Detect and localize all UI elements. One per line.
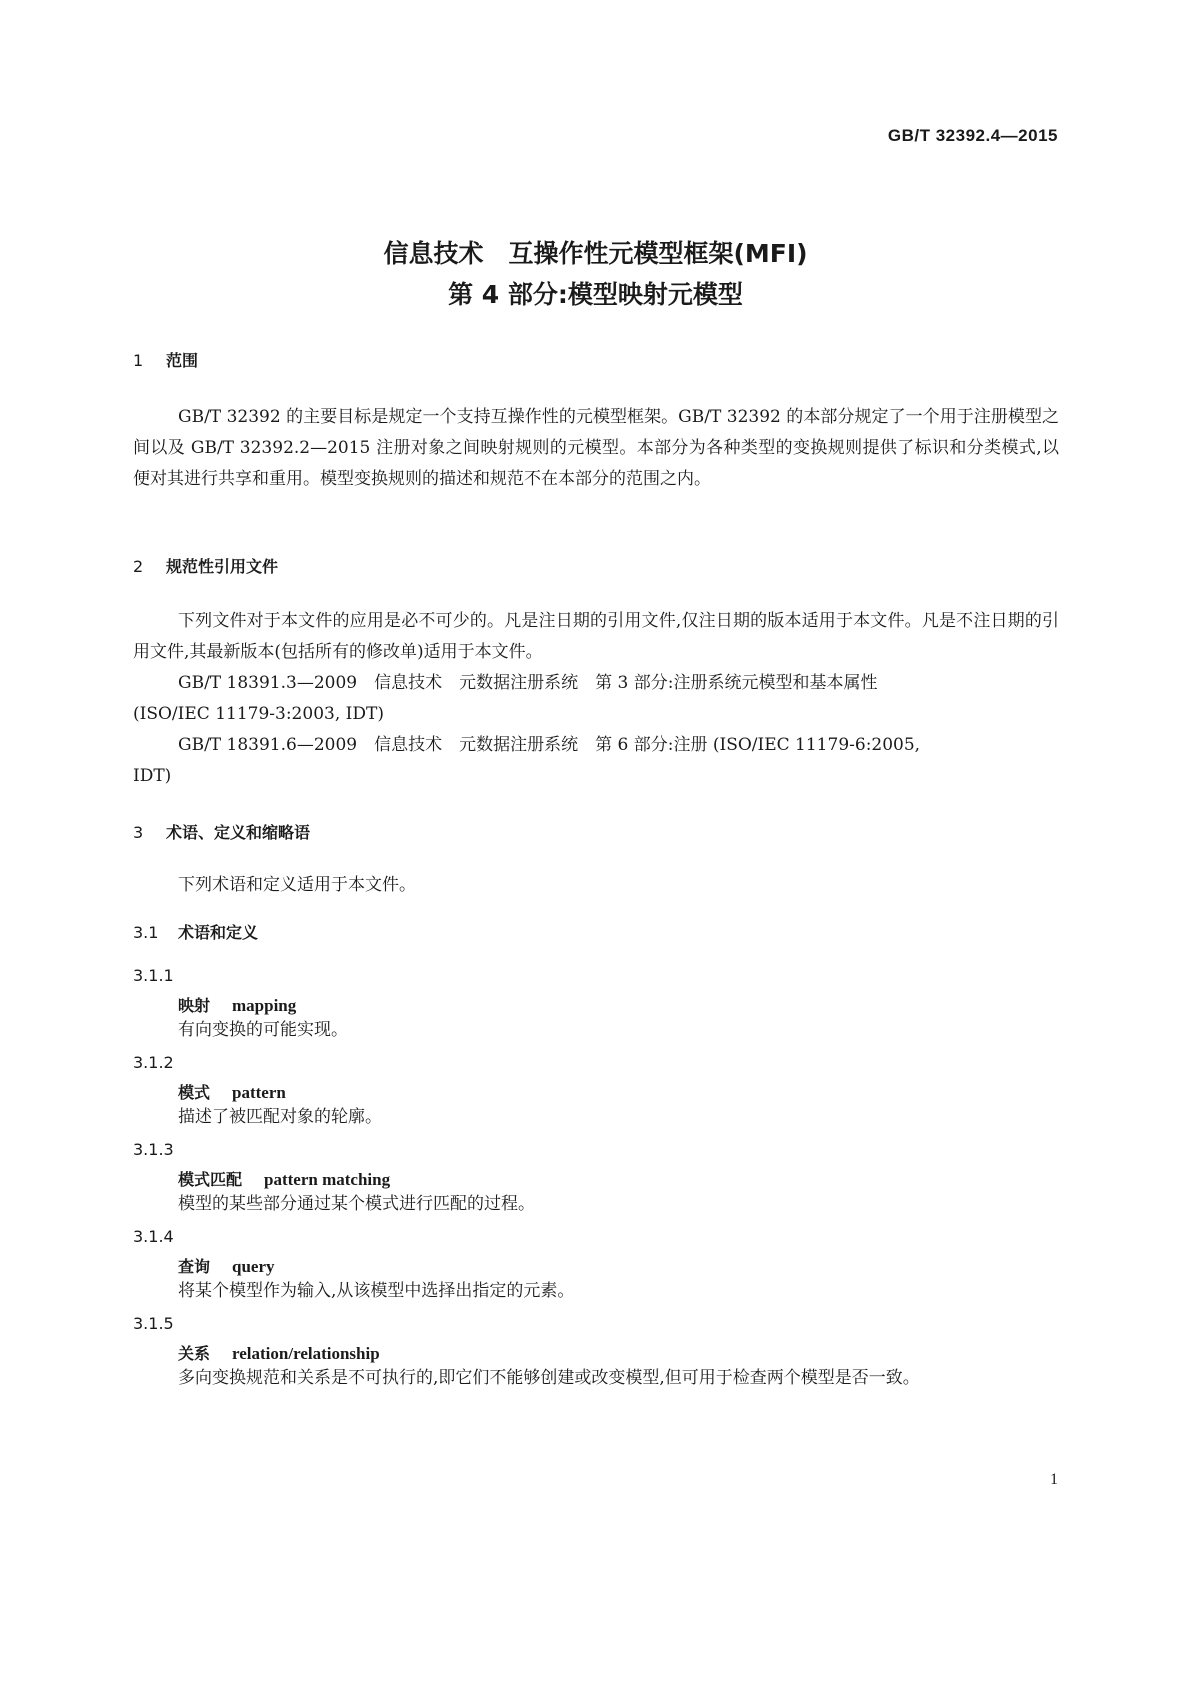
term-en: mapping bbox=[232, 996, 297, 1015]
term-number: 3.1.3 bbox=[133, 1140, 174, 1159]
term-definition: 将某个模型作为输入,从该模型中选择出指定的元素。 bbox=[178, 1281, 575, 1301]
term-en: query bbox=[232, 1257, 275, 1276]
paragraph: 下列术语和定义适用于本文件。 bbox=[178, 875, 416, 895]
paragraph: 下列文件对于本文件的应用是必不可少的。凡是注日期的引用文件,仅注日期的版本适用于本文件。凡是不注日期的引用文件,其最新版本(包括所有的修改单)适用于本文件。 bbox=[133, 611, 1059, 662]
term-definition: 模型的某些部分通过某个模式进行匹配的过程。 bbox=[178, 1194, 535, 1214]
section-1-body bbox=[133, 402, 1059, 495]
term-name bbox=[178, 1080, 286, 1103]
document-title-line2: 第 4 部分:模型映射元模型 bbox=[448, 280, 743, 309]
term-name bbox=[178, 1341, 380, 1364]
term-en: pattern bbox=[232, 1083, 286, 1102]
term-definition: 多向变换规范和关系是不可执行的,即它们不能够创建或改变模型,但可用于检查两个模型是否一致。 bbox=[178, 1368, 920, 1388]
term-zh: 查询 bbox=[178, 1257, 211, 1276]
term-number: 3.1.1 bbox=[133, 966, 174, 985]
term-number: 3.1.2 bbox=[133, 1053, 174, 1072]
reference-1-line1: GB/T 18391.3—2009 信息技术 元数据注册系统 第 3 部分:注册系统元模型和基本属性 bbox=[178, 673, 878, 693]
term-en: pattern matching bbox=[264, 1170, 391, 1189]
term-zh: 映射 bbox=[178, 996, 211, 1015]
term-name bbox=[178, 1167, 390, 1190]
section-2-heading bbox=[133, 554, 1059, 577]
term-zh: 模式 bbox=[178, 1083, 211, 1102]
section-number: 1 bbox=[133, 351, 144, 370]
standard-number: GB/T 32392.4—2015 bbox=[887, 126, 1058, 145]
section-title: 术语、定义和缩略语 bbox=[166, 823, 311, 842]
term-en: relation/relationship bbox=[232, 1344, 380, 1363]
section-3-heading bbox=[133, 820, 1059, 843]
reference-2-line2: IDT) bbox=[133, 766, 172, 786]
term-number: 3.1.4 bbox=[133, 1227, 174, 1246]
section-title: 范围 bbox=[166, 351, 199, 370]
page-number: 1 bbox=[1050, 1471, 1058, 1488]
section-2-body bbox=[133, 606, 1059, 792]
subsection-3-1-heading bbox=[133, 920, 1059, 943]
term-definition: 有向变换的可能实现。 bbox=[178, 1020, 348, 1040]
document-title-line1: 信息技术 互操作性元模型框架(MFI) bbox=[383, 239, 808, 268]
reference-2-line1: GB/T 18391.6—2009 信息技术 元数据注册系统 第 6 部分:注册 (ISO/IEC 11179-6:2005, bbox=[178, 735, 921, 755]
term-zh: 模式匹配 bbox=[178, 1170, 243, 1189]
reference-1-line2: (ISO/IEC 11179-3:2003, IDT) bbox=[133, 704, 384, 724]
subsection-title: 术语和定义 bbox=[178, 923, 259, 942]
term-number: 3.1.5 bbox=[133, 1314, 174, 1333]
section-3-intro bbox=[133, 870, 1059, 901]
paragraph: GB/T 32392 的主要目标是规定一个支持互操作性的元模型框架。GB/T 32392 的本部分规定了一个用于注册模型之间以及 GB/T 32392.2—2015 注册对象之间映射规则的元模型。本部分为各种类型的变换规则提供了标识和分类模式,以便对其进行共享和重用。模型变换规则的描述和规范不在本部分的范围之内。 bbox=[133, 407, 1059, 489]
section-1-heading bbox=[133, 348, 1059, 371]
section-number: 3 bbox=[133, 823, 144, 842]
term-zh: 关系 bbox=[178, 1344, 211, 1363]
term-name bbox=[178, 1254, 275, 1277]
subsection-number: 3.1 bbox=[133, 923, 159, 942]
section-number: 2 bbox=[133, 557, 144, 576]
term-definition: 描述了被匹配对象的轮廓。 bbox=[178, 1107, 382, 1127]
section-title: 规范性引用文件 bbox=[166, 557, 279, 576]
term-name bbox=[178, 993, 296, 1016]
